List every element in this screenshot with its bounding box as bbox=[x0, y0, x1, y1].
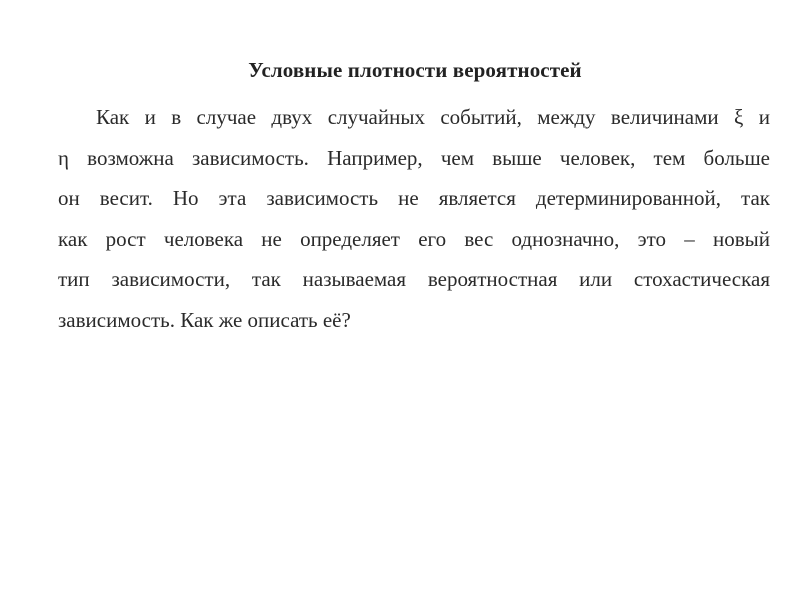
section-title: Условные плотности вероятностей bbox=[248, 58, 582, 82]
paragraph-line: η возможна зависимость. Например, чем выше человек, тем больше bbox=[58, 145, 770, 170]
paragraph-line: зависимость. Как же описать её? bbox=[58, 307, 351, 332]
paragraph-line: Как и в случае двух случайных событий, между величинами ξ и bbox=[96, 105, 770, 129]
paragraph-line: тип зависимости, так называемая вероятностная или стохастическая bbox=[58, 267, 770, 291]
paragraph bbox=[58, 97, 770, 340]
paragraph-line: он весит. Но эта зависимость не является детерминированной, так bbox=[58, 186, 770, 210]
paragraph-line: как рост человека не определяет его вес однозначно, это – новый bbox=[58, 226, 770, 251]
